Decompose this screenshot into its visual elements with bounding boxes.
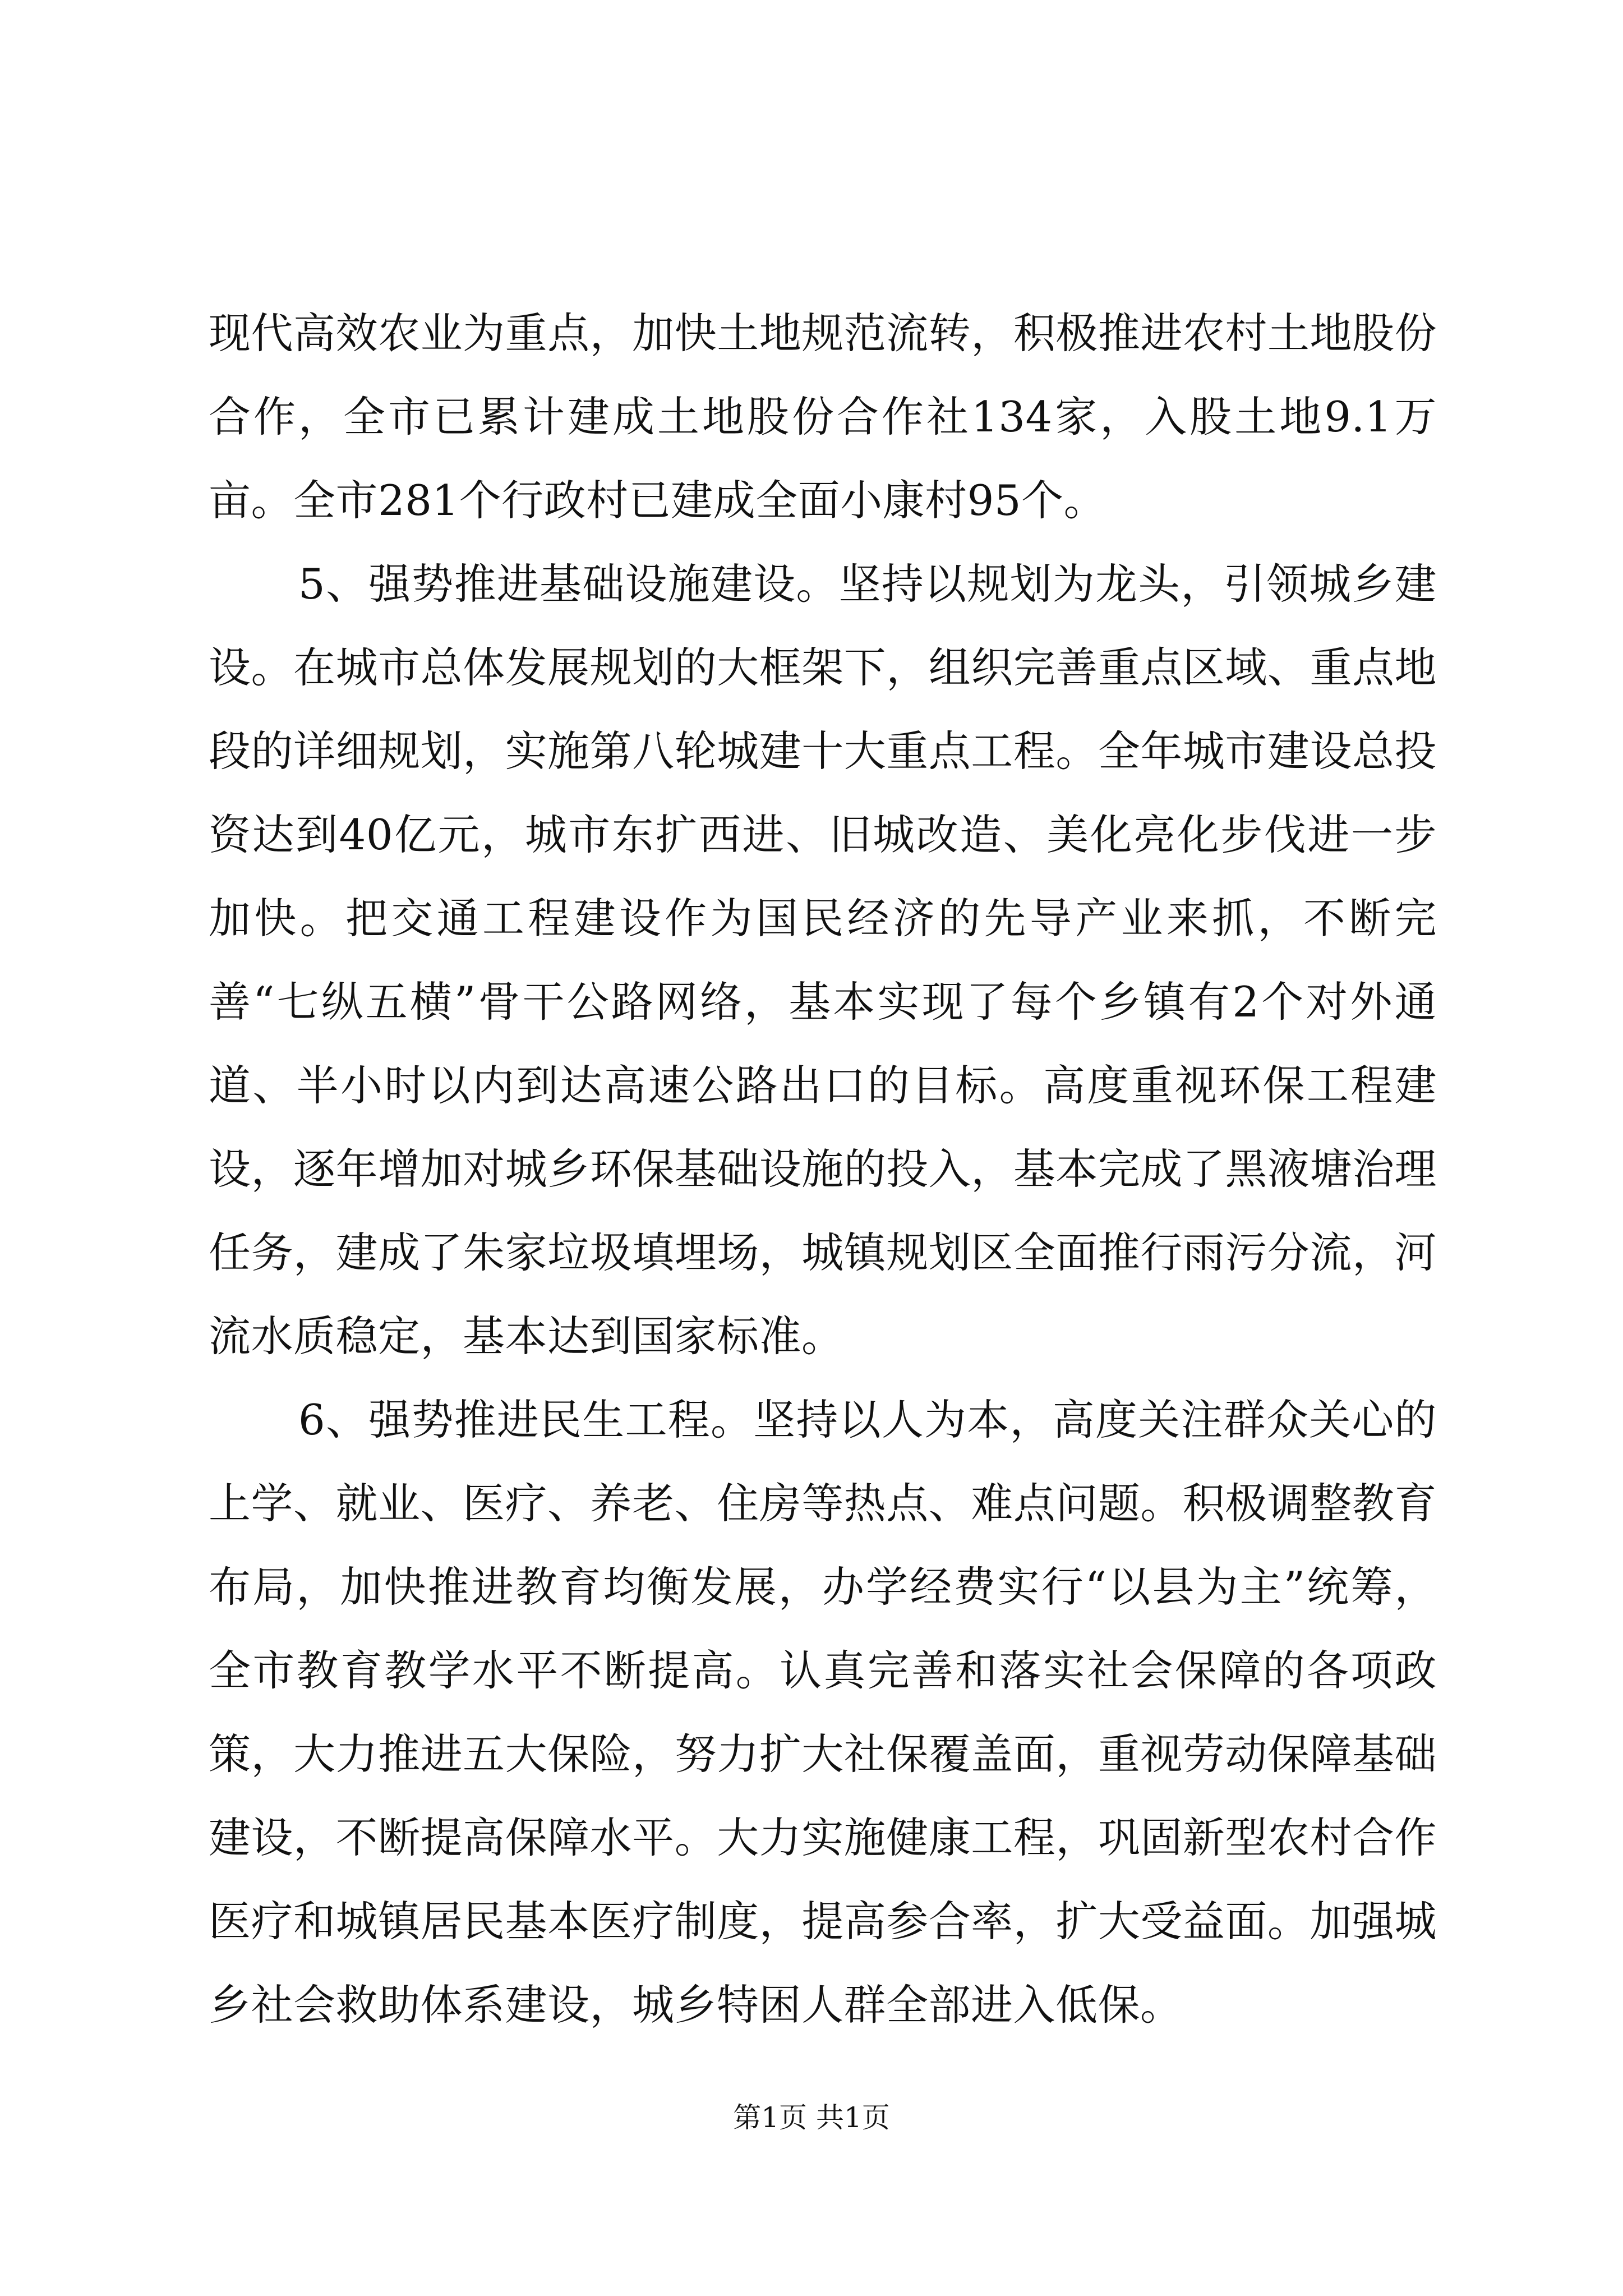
document-body	[209, 292, 1437, 2047]
paragraph-continuation: 现代高效农业为重点，加快土地规范流转，积极推进农村土地股份合作，全市已累计建成土地股份合作社134家，入股土地9.1万亩。全市281个行政村已建成全面小康村95个。	[209, 309, 1437, 525]
page-number: 第1页 共1页	[733, 2101, 890, 2134]
paragraph-infrastructure: 5、强势推进基础设施建设。坚持以规划为龙头，引领城乡建设。在城市总体发展规划的大框架下，组织完善重点区域、重点地段的详细规划，实施第八轮城建十大重点工程。全年城市建设总投资达到40亿元，城市东扩西进、旧城改造、美化亮化步伐进一步加快。把交通工程建设作为国民经济的先导产业来抓，不断完善“七纵五横”骨干公路网络，基本实现了每个乡镇有2个对外通道、半小时以内到达高速公路出口的目标。高度重视环保工程建设，逐年增加对城乡环保基础设施的投入，基本完成了黑液塘治理任务，建成了朱家垃圾填埋场，城镇规划区全面推行雨污分流，河流水质稳定，基本达到国家标准。	[209, 559, 1437, 1361]
paragraph-livelihood: 6、强势推进民生工程。坚持以人为本，高度关注群众关心的上学、就业、医疗、养老、住房等热点、难点问题。积极调整教育布局，加快推进教育均衡发展，办学经费实行“以县为主”统筹，全市教育教学水平不断提高。认真完善和落实社会保障的各项政策，大力推进五大保险，努力扩大社保覆盖面，重视劳动保障基础建设，不断提高保障水平。大力实施健康工程，巩固新型农村合作医疗和城镇居民基本医疗制度，提高参合率，扩大受益面。加强城乡社会救助体系建设，城乡特困人群全部进入低保。	[209, 1395, 1437, 2030]
